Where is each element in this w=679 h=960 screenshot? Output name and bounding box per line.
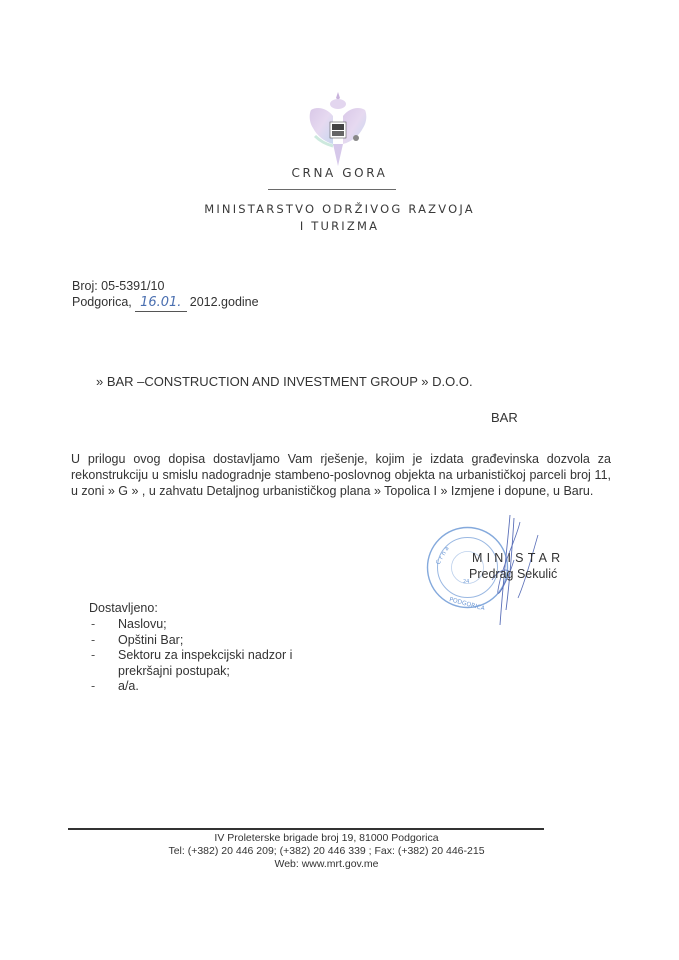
distribution-item: - a/a. (89, 679, 308, 695)
signatory-name: Predrag Sekulić (469, 567, 558, 581)
distribution-item: - Opštini Bar; (89, 633, 308, 649)
distribution-item: - Naslovu; (89, 617, 308, 633)
place-date (72, 294, 259, 312)
svg-text:PODGORICA: PODGORICA (448, 596, 486, 610)
distribution-list (89, 617, 308, 695)
svg-text:C r n a: C r n a (434, 545, 451, 566)
recipient-city: BAR (491, 410, 518, 425)
footer-contacts: Tel: (+382) 20 446 209; (+382) 20 446 339 ; Fax: (+382) 20 446-215 (168, 845, 485, 857)
place: Podgorica, (72, 295, 132, 309)
footer-divider (68, 828, 544, 830)
header-divider (268, 189, 396, 190)
country-name: CRNA GORA (291, 166, 388, 180)
footer-web: Web: www.mrt.gov.me (274, 858, 379, 870)
footer (0, 832, 679, 871)
reference-number: Broj: 05-5391/10 (72, 279, 165, 293)
coat-of-arms-icon (303, 88, 373, 172)
distribution-title: Dostavljeno: (89, 601, 158, 615)
svg-text:24: 24 (463, 579, 470, 585)
footer-address: IV Proleterske brigade broj 19, 81000 Podgorica (214, 832, 439, 844)
handwritten-date: 16.01. (135, 295, 187, 312)
ministry-name-line2: I TURIZMA (299, 219, 380, 233)
recipient-name: » BAR –CONSTRUCTION AND INVESTMENT GROUP » D.O.O. (96, 374, 473, 389)
signatory-title: MINISTAR (472, 551, 565, 565)
year: 2012.godine (189, 295, 259, 309)
letter-body: U prilogu ovog dopisa dostavljamo Vam rješenje, kojim je izdata građevinska dozvola za rekonstrukciju u smislu nadogradnje stambeno-poslovnog objekta na urbanističkoj parceli broj 11, u zoni » G » , u zahvatu Detaljnog urbanističkog plana » Topolica I » Izmjene i dopune, u Baru. (71, 452, 611, 498)
distribution-item: - Sektoru za inspekcijski nadzor i prekršajni postupak; (89, 648, 308, 679)
document-meta (72, 278, 259, 312)
ministry-name (0, 201, 679, 235)
ministry-name-line1: MINISTARSTVO ODRŽIVOG RAZVOJA (204, 202, 475, 216)
